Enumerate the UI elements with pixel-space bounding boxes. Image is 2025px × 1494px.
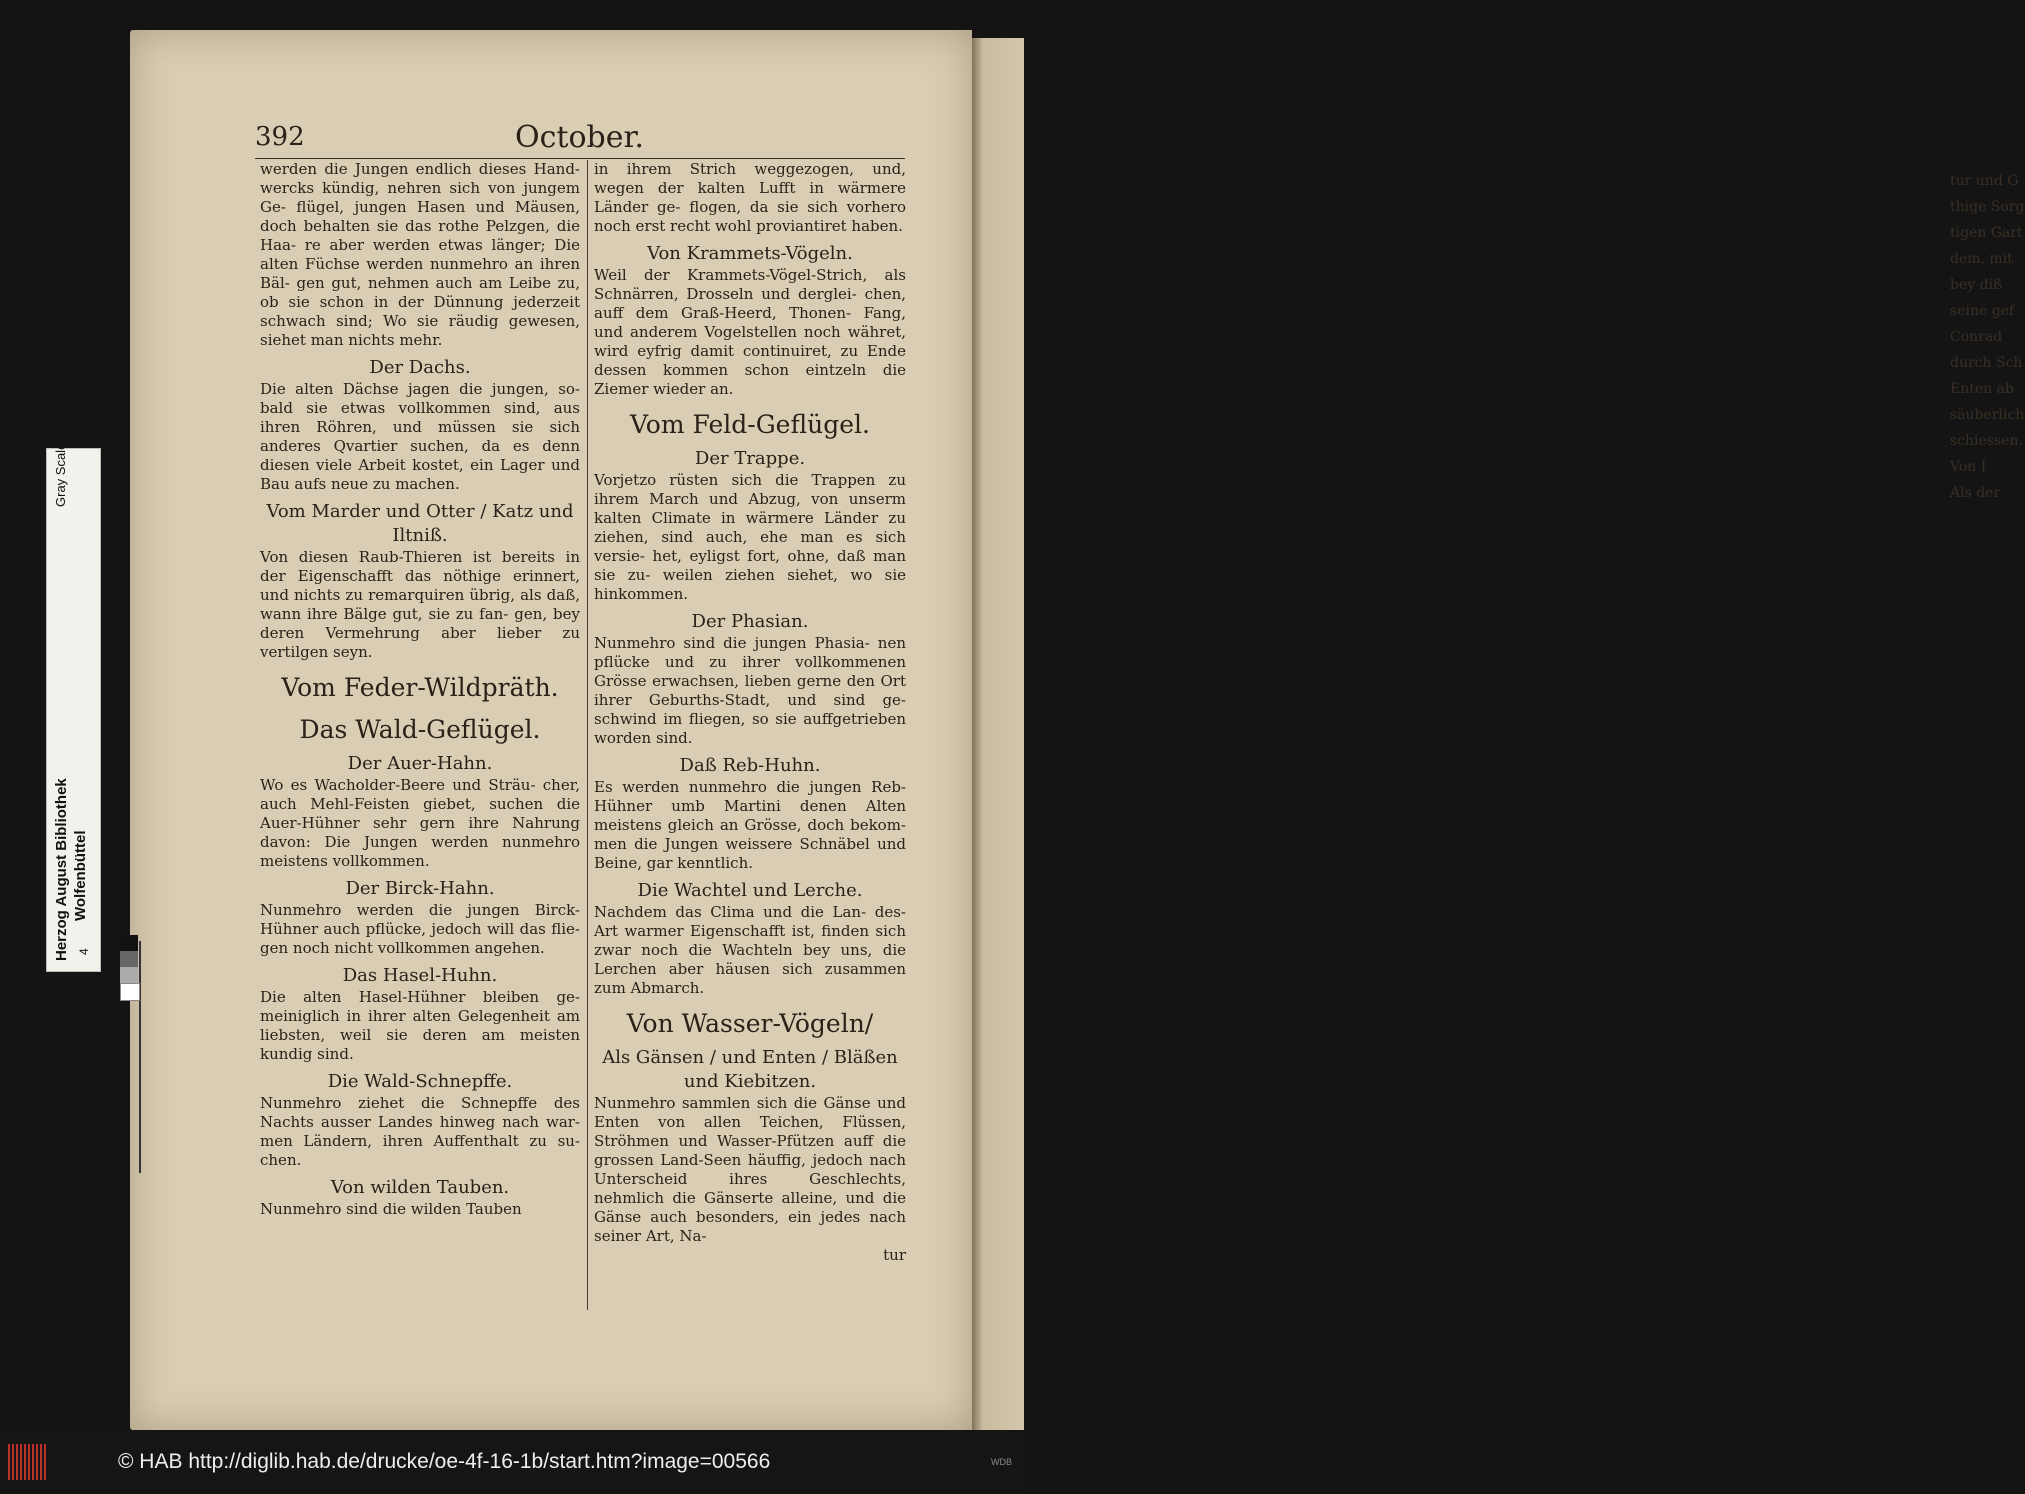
facing-page-line: tur und G bbox=[1950, 173, 2019, 189]
facing-page-line: seine gef bbox=[1950, 303, 2015, 319]
section-heading: Der Phasian. bbox=[691, 611, 809, 632]
library-city: Wolfenbüttel bbox=[72, 830, 89, 921]
paragraph: Wo es Wacholder-Beere und Sträu- cher, auch Mehl-Feisten giebet, suchen die Auer-Hühner sehr gern ihre Nahrung davon: Die Jungen werden nunmehro meistens vollkommen. bbox=[260, 776, 580, 870]
section-heading: Der Dachs. bbox=[369, 357, 471, 378]
section-heading: Von Krammets-Vögeln. bbox=[647, 243, 853, 264]
gray-swatch bbox=[120, 935, 138, 951]
right-column bbox=[594, 160, 906, 1264]
gray-swatch bbox=[120, 967, 138, 983]
ruler-tick: 0 bbox=[77, 1166, 91, 1173]
paragraph: Nunmehro sind die jungen Phasia- nen pflücke und zu ihrer vollkommenen Grösse erwachsen, lieben gerne den Ort ihrer Geburths-Stadt, und sind ge- schwind im fliegen, so sie auffgetrieben worden sind. bbox=[594, 634, 906, 747]
paragraph: Nunmehro sind die wilden Tauben bbox=[260, 1200, 522, 1218]
paragraph: Vorjetzo rüsten sich die Trappen zu ihrem March und Abzug, von unserm kalten Climate in wärmere Länder zu ziehen, sind auch, ehe man es sich versie- het, eyligst fort, ohne, daß man sie zu- weilen ziehen siehet, wo sie hinkommen. bbox=[594, 471, 906, 603]
facing-page-line: durch Sch bbox=[1950, 355, 2023, 371]
section-heading: Vom Feder-Wildpräth. bbox=[281, 673, 559, 702]
left-column bbox=[260, 160, 580, 1219]
section-heading: Von Wasser-Vögeln/ bbox=[626, 1009, 874, 1038]
facing-page-edge bbox=[965, 38, 2025, 1433]
ruler-tick: 2 bbox=[77, 1056, 91, 1063]
paragraph: Nunmehro ziehet die Schnepffe des Nachts ausser Landes hinweg nach war- men Ländern, ihren Auffenthalt zu su- chen. bbox=[260, 1094, 580, 1169]
paragraph: Nachdem das Clima und die Lan- des-Art warmer Eigenschafft ist, finden sich zwar noch die Wachteln bey uns, die Lerchen aber häusen sich zusammen zum Abmarch. bbox=[594, 903, 906, 997]
facing-page-line: Als der bbox=[1950, 485, 2001, 501]
page-number: 392 bbox=[255, 122, 305, 152]
section-heading: Das Wald-Geflügel. bbox=[299, 715, 541, 744]
facing-page-line: säuberlich bbox=[1950, 407, 2025, 423]
page-header bbox=[255, 122, 905, 159]
facing-page-line: bey diß bbox=[1950, 277, 2003, 293]
facing-page-line: thige Sorg bbox=[1950, 199, 2025, 215]
facing-page-line: Conrad bbox=[1950, 329, 2003, 345]
running-title: October. bbox=[515, 120, 645, 155]
viewer-footer bbox=[0, 1430, 1024, 1494]
facing-page-line: dem, mit bbox=[1950, 251, 2013, 267]
section-heading: Die Wachtel und Lerche. bbox=[637, 880, 863, 901]
facing-page-line: Von I bbox=[1950, 459, 1987, 475]
catchword: tur bbox=[883, 1246, 906, 1264]
section-heading: Die Wald-Schnepffe. bbox=[327, 1071, 513, 1092]
copyright-link[interactable]: © HAB http://diglib.hab.de/drucke/oe-4f-16-1b/start.htm?image=00566 bbox=[118, 1450, 771, 1473]
gray-scale-card bbox=[46, 442, 101, 1173]
section-heading: Daß Reb-Huhn. bbox=[679, 755, 821, 776]
library-name: Herzog August Bibliothek bbox=[53, 778, 70, 961]
footer-mark: WDB bbox=[991, 1457, 1012, 1467]
facing-page-line: Enten ab bbox=[1950, 381, 2014, 397]
facing-page-fragment bbox=[1950, 168, 2025, 506]
section-heading: Vom Feld-Geflügel. bbox=[630, 410, 870, 439]
section-heading: Der Auer-Hahn. bbox=[347, 753, 493, 774]
paragraph: Die alten Hasel-Hühner bleiben ge- meiniglich in ihrer alten Gelegenheit am liebsten, weil sie deren am meisten kundig sind. bbox=[260, 988, 580, 1063]
ruler-line bbox=[139, 941, 141, 1173]
paragraph: Nunmehro sammlen sich die Gänse und Enten von allen Teichen, Flüssen, Ströhmen und Wasser-Pfützen auff die grossen Land-Seen häuffig, jedoch nach Unterscheid ihres Geschlechts, nehmlich die Gänserte alleine, und die Gänse auch besonders, ein jedes nach seiner Art, Na- bbox=[594, 1094, 906, 1245]
paragraph: Von diesen Raub-Thieren ist bereits in der Eigenschafft das nöthige erinnert, und nichts zu remarquiren übrig, als daß, wann ihre Bälge gut, sie zu fan- gen, bey deren Vermehrung aber lieber zu vertilgen seyn. bbox=[260, 548, 580, 661]
gray-scale-label: Gray Scale bbox=[53, 442, 68, 507]
ruler-tick: 4 bbox=[77, 948, 91, 955]
hab-logo-icon bbox=[8, 1444, 48, 1480]
paragraph: Die alten Dächse jagen die jungen, so- bald sie etwas vollkommen sind, aus ihren Röhren, und müssen sie sich anderes Qvartier suchen, da es denn diesen viele Arbeit kostet, ein Lager und Bau aufs neue zu machen. bbox=[260, 380, 580, 493]
facing-page-line: schiessen. bbox=[1950, 433, 2023, 449]
gray-swatch bbox=[120, 951, 138, 967]
section-heading: Das Hasel-Huhn. bbox=[342, 965, 498, 986]
paragraph: werden die Jungen endlich dieses Hand- wercks kündig, nehren sich von jungem Ge- flügel, jungen Hasen und Mäusen, doch behalten sie das rothe Pelzgen, die Haa- re aber werden etwas länger; Die alten Füchse werden nunmehro an ihren Bäl- gen gut, nehmen auch am Leibe zu, ob sie schon in der Dünnung jederzeit schwach sind; Wo sie räudig gewesen, siehet man nichts mehr. bbox=[260, 160, 580, 349]
ruler-tick: 1 bbox=[77, 1110, 91, 1117]
ruler-tick: 3 bbox=[77, 1002, 91, 1009]
gray-swatch bbox=[120, 983, 140, 1001]
section-heading: Als Gänsen / und Enten / Bläßen und Kiebitzen. bbox=[602, 1047, 898, 1092]
column-divider bbox=[587, 160, 588, 1310]
section-heading: Von wilden Tauben. bbox=[330, 1177, 510, 1198]
section-heading: Vom Marder und Otter / Katz und Iltniß. bbox=[266, 501, 574, 546]
section-heading: Der Trappe. bbox=[694, 448, 806, 469]
section-heading: Der Birck-Hahn. bbox=[345, 878, 495, 899]
facing-page-line: tigen Gart bbox=[1950, 225, 2023, 241]
paragraph: Nunmehro werden die jungen Birck- Hühner auch pflücke, jedoch will das flie- gen noch nicht vollkommen angehen. bbox=[260, 901, 580, 957]
paragraph: in ihrem Strich weggezogen, und, wegen der kalten Lufft in wärmere Länder ge- flogen, da sie sich vorhero noch erst recht wohl proviantiret haben. bbox=[594, 160, 906, 235]
paragraph: Weil der Krammets-Vögel-Strich, als Schnärren, Drosseln und derglei- chen, auff dem Graß-Heerd, Thonen- Fang, und anderem Vogelstellen noch währet, wird eyfrig damit continuiret, zu Ende dessen kommen schon eintzeln die Ziemer wieder an. bbox=[594, 266, 906, 398]
paragraph: Es werden nunmehro die jungen Reb-Hühner umb Martini denen Alten meistens gleich an Grösse, doch bekom- men die Jungen weissere Schnäbel und Beine, gar kenntlich. bbox=[594, 778, 906, 872]
